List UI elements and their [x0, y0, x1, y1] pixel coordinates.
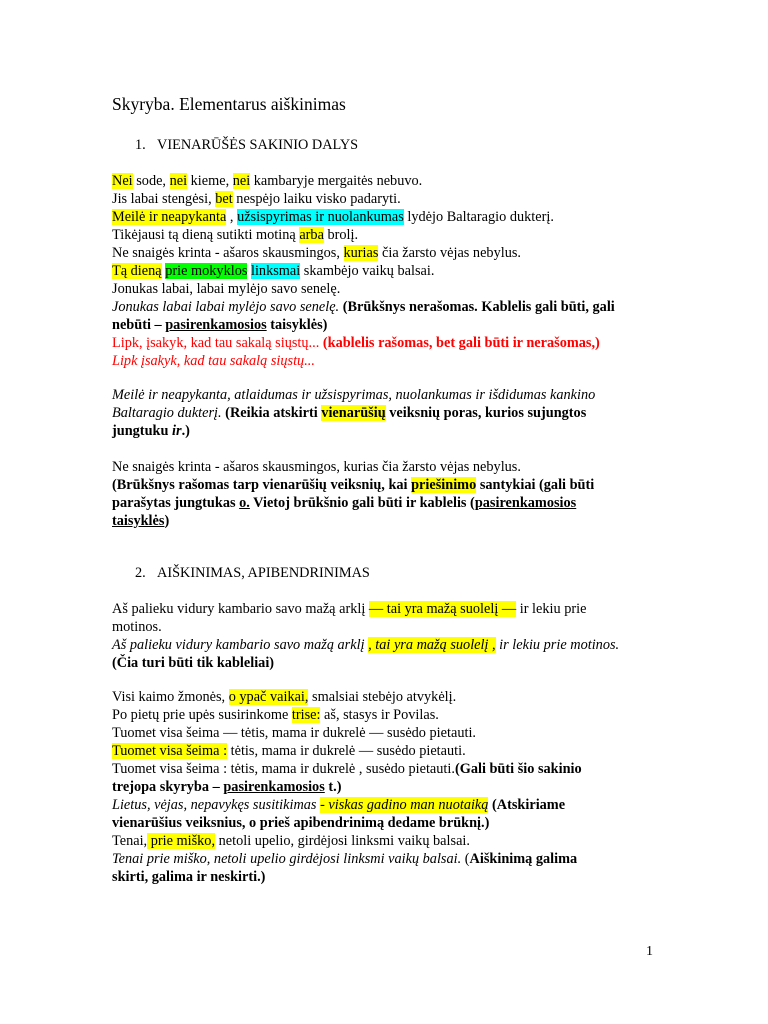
- text-line: motinos.: [112, 619, 162, 635]
- text-line: [112, 244, 521, 262]
- text-line: (Čia turi būti tik kableliai): [112, 655, 275, 671]
- text-line: Lipk įsakyk, kad tau sakalą siųstų...: [112, 353, 315, 369]
- text-segment: santykiai (gali būti: [476, 477, 595, 493]
- text-segment: priešinimo: [411, 477, 477, 493]
- text-segment: Jonukas labai labai mylėjo savo senelę.: [112, 299, 340, 315]
- text-segment: tėtis, mama ir dukrelė — susėdo pietauti.: [227, 743, 466, 759]
- text-line: [112, 404, 586, 422]
- text-segment: o.: [239, 495, 250, 511]
- text-segment: Jis labai stengėsi,: [112, 191, 216, 207]
- text-segment: čia žarsto vėjas nebylus.: [378, 245, 521, 261]
- text-segment: parašytas jungtukas: [112, 495, 240, 511]
- text-segment: Tuomet visa šeima :: [112, 743, 228, 759]
- text-segment: pasirenkamosios: [223, 779, 325, 795]
- text-segment: (Brūkšnys rašomas tarp vienarūšių veiksnių, kai: [112, 477, 412, 493]
- text-segment: Ne snaigės krinta - ašaros skausmingos,: [112, 245, 344, 261]
- text-segment: arba: [299, 227, 324, 243]
- text-segment: (Gali būti šio sakinio: [454, 761, 582, 777]
- page-number: 1: [646, 944, 653, 959]
- text-line: [112, 832, 470, 850]
- text-segment: Tenai prie miško, netoli upelio girdėjosi linksmi vaikų balsai.: [112, 851, 462, 867]
- text-segment: Nei: [112, 173, 133, 189]
- text-segment: nei: [169, 173, 188, 189]
- text-segment: .): [181, 423, 190, 439]
- text-segment: Tuomet visa šeima : tėtis, mama ir dukrelė , susėdo pietauti.: [112, 761, 455, 777]
- text-segment: ir lekiu prie: [516, 601, 587, 617]
- text-segment: ir lekiu prie motinos.: [495, 637, 620, 653]
- text-line: [112, 512, 169, 530]
- text-line: [112, 850, 577, 868]
- text-line: [112, 796, 565, 814]
- text-segment: - viskas gadino man nuotaiką: [320, 797, 489, 813]
- text-segment: smalsiai stebėjo atvykėlį.: [308, 689, 457, 705]
- text-line: [112, 494, 576, 512]
- text-segment: užsispyrimas ir nuolankumas: [237, 209, 404, 225]
- text-segment: bet: [215, 191, 233, 207]
- text-line: [112, 298, 615, 316]
- text-segment: Aiškinimą galima: [469, 851, 578, 867]
- text-segment: kambaryje mergaitės nebuvo.: [250, 173, 423, 189]
- text-line: [112, 636, 619, 654]
- text-line: Tuomet visa šeima — tėtis, mama ir dukrelė — susėdo pietauti.: [112, 725, 476, 741]
- text-segment: ir: [172, 423, 182, 439]
- text-segment: Lietus, vėjas, nepavykęs susitikimas: [112, 797, 321, 813]
- text-segment: (Brūkšnys nerašomas. Kablelis gali būti, gali: [339, 299, 615, 315]
- text-segment: vienarūšių: [321, 405, 386, 421]
- text-segment: lydėjo Baltaragio dukterį.: [403, 209, 554, 225]
- text-segment: , tai yra mažą suolelį ,: [368, 637, 496, 653]
- text-segment: veiksnių poras, kurios sujungtos: [385, 405, 587, 421]
- text-segment: nespėjo laiku visko padaryti.: [232, 191, 401, 207]
- text-segment: skambėjo vaikų balsai.: [300, 263, 435, 279]
- text-segment: Lipk, įsakyk, kad tau sakalą siųstų...: [112, 335, 320, 351]
- text-segment: sode,: [132, 173, 170, 189]
- text-segment: Vietoj brūkšnio gali būti ir kablelis (: [249, 495, 475, 511]
- text-line: [112, 422, 190, 440]
- text-segment: pasirenkamosios: [165, 317, 267, 333]
- text-line: skirti, galima ir neskirti.): [112, 869, 266, 885]
- text-segment: ,: [226, 209, 238, 225]
- text-segment: (Reikia atskirti: [221, 405, 322, 421]
- text-segment: prie mokyklos: [165, 263, 248, 279]
- text-segment: taisyklės: [112, 513, 165, 529]
- text-segment: aš, stasys ir Povilas.: [320, 707, 439, 723]
- section-heading-2: 2. AIŠKINIMAS, APIBENDRINIMAS: [135, 565, 370, 581]
- text-line: vienarūšius veiksnius, o prieš apibendrinimą dedame brūknį.): [112, 815, 490, 831]
- text-line: Meilė ir neapykanta, atlaidumas ir užsispyrimas, nuolankumas ir išdidumas kankino: [112, 387, 596, 403]
- text-segment: — tai yra mažą suolelį —: [368, 601, 517, 617]
- text-segment: (Atskiriame: [488, 797, 566, 813]
- text-segment: ): [164, 513, 170, 529]
- text-line: [112, 262, 434, 280]
- text-segment: jungtuku: [112, 423, 173, 439]
- text-line: [112, 742, 466, 760]
- text-segment: pasirenkamosios: [474, 495, 577, 511]
- text-segment: Tą dieną: [112, 263, 162, 279]
- text-segment: prie miško,: [147, 833, 216, 849]
- text-segment: Baltaragio dukterį.: [112, 405, 222, 421]
- text-segment: taisyklės): [266, 317, 328, 333]
- text-segment: Po pietų prie upės susirinkome: [112, 707, 292, 723]
- section-heading-1: 1. VIENARŪŠĖS SAKINIO DALYS: [135, 137, 359, 153]
- text-line: [112, 334, 600, 352]
- text-segment: linksmai: [250, 263, 301, 279]
- text-line: [112, 600, 586, 618]
- text-segment: Aš palieku vidury kambario savo mažą arklį: [112, 637, 369, 653]
- text-line: [112, 476, 594, 494]
- text-line: [112, 760, 582, 778]
- text-segment: Tikėjausi tą dieną sutikti motiną: [112, 227, 300, 243]
- text-segment: o ypač vaikai,: [228, 689, 309, 705]
- text-line: [112, 706, 439, 724]
- text-line: [112, 190, 401, 208]
- text-segment: Meilė ir neapykanta: [112, 209, 227, 225]
- text-segment: kurias: [343, 245, 379, 261]
- text-segment: t.): [324, 779, 342, 795]
- text-line: [112, 172, 422, 190]
- text-segment: (: [461, 851, 470, 867]
- text-line: Jonukas labai, labai mylėjo savo senelę.: [112, 281, 341, 297]
- text-line: [112, 688, 456, 706]
- text-segment: trejopa skyryba –: [112, 779, 224, 795]
- text-line: [112, 316, 327, 334]
- text-line: [112, 226, 358, 244]
- text-segment: nei: [232, 173, 251, 189]
- text-segment: Visi kaimo žmonės,: [112, 689, 229, 705]
- text-segment: Tenai,: [112, 833, 148, 849]
- text-segment: (kablelis rašomas, bet gali būti ir nerašomas,): [319, 335, 600, 351]
- text-line: [112, 778, 341, 796]
- text-segment: Aš palieku vidury kambario savo mažą arklį: [112, 601, 369, 617]
- text-segment: netoli upelio, girdėjosi linksmi vaikų balsai.: [215, 833, 470, 849]
- text-line: [112, 208, 554, 226]
- text-segment: trise:: [291, 707, 321, 723]
- text-segment: brolį.: [323, 227, 359, 243]
- page-title: Skyryba. Elementarus aiškinimas: [112, 94, 346, 114]
- text-segment: kieme,: [187, 173, 233, 189]
- text-line: Ne snaigės krinta - ašaros skausmingos, kurias čia žarsto vėjas nebylus.: [112, 459, 521, 475]
- text-segment: nebūti –: [112, 317, 166, 333]
